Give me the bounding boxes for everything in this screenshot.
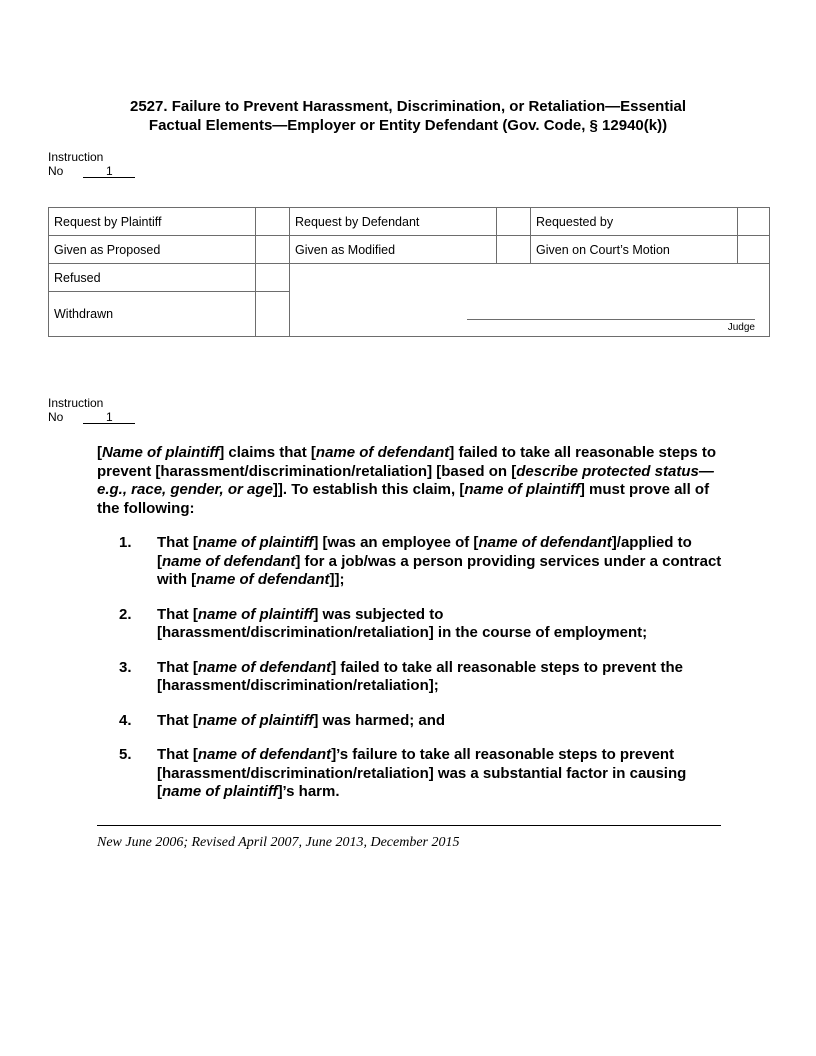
request-by-plaintiff-checkbox[interactable] (256, 208, 290, 236)
refused-label: Refused (49, 264, 256, 292)
element-item (97, 659, 722, 696)
text-run: ] failed to take all reasonable steps to prevent [harassment/discrimination/retaliation] [based on [ (97, 444, 717, 480)
text-run: That [ (157, 746, 198, 763)
withdrawn-checkbox[interactable] (256, 292, 290, 337)
judge-label: Judge (727, 322, 755, 333)
text-run: ] was subjected to [harassment/discrimination/retaliation] in the course of employment; (157, 605, 648, 641)
placeholder-text: name of plaintiff (162, 783, 278, 800)
text-run: ]]. To establish this claim, [ (272, 481, 465, 498)
instruction-label: Instruction (48, 150, 104, 164)
request-by-defendant-label: Request by Defendant (290, 208, 497, 236)
element-number: 2. (119, 605, 132, 623)
refused-checkbox[interactable] (256, 264, 290, 292)
placeholder-text: name of plaintiff (197, 534, 314, 551)
withdrawn-label: Withdrawn (49, 292, 256, 337)
instruction-status-table (48, 207, 770, 337)
text-run: ] must prove all of the following: (97, 481, 710, 517)
text-run: ] was harmed; and (313, 711, 446, 729)
element-item (97, 746, 722, 802)
text-run: That [ (157, 534, 198, 551)
element-item (97, 712, 722, 731)
given-as-proposed-label: Given as Proposed (49, 236, 256, 264)
placeholder-text: name of plaintiff (464, 481, 580, 498)
title-line-2: Factual Elements—Employer or Entity Defendant (Gov. Code, § 12940(k)) (148, 117, 668, 134)
element-number: 4. (119, 711, 132, 729)
element-item (97, 606, 722, 643)
placeholder-text: name of defendant (197, 658, 332, 676)
placeholder-text: describe protected status—e.g., race, gender, or age (97, 462, 714, 498)
placeholder-text: name of plaintiff (197, 605, 314, 623)
given-as-modified-label: Given as Modified (290, 236, 497, 264)
text-run: ]/applied to [ (157, 534, 692, 570)
given-as-proposed-checkbox[interactable] (256, 236, 290, 264)
element-number: 5. (119, 746, 132, 763)
footer-divider (97, 825, 721, 826)
text-run: ]’s harm. (277, 783, 340, 800)
placeholder-text: name of plaintiff (197, 711, 314, 729)
requested-by-label: Requested by (531, 208, 738, 236)
instruction-number-top (48, 150, 135, 178)
instruction-label: Instruction (48, 396, 104, 410)
instruction-body (97, 444, 722, 818)
text-run: ]’s failure to take all reasonable steps to prevent [harassment/discrimination/retaliation] was a substantial factor in causing [ (157, 746, 687, 800)
given-on-courts-motion-label: Given on Court’s Motion (531, 236, 738, 264)
given-as-modified-checkbox[interactable] (497, 236, 531, 264)
text-run: ] failed to take all reasonable steps to prevent the [harassment/discrimination/retaliation]; (157, 658, 683, 694)
placeholder-text: name of defendant (197, 746, 332, 763)
request-by-plaintiff-label: Request by Plaintiff (49, 208, 256, 236)
title-line-1: 2527. Failure to Prevent Harassment, Discrimination, or Retaliation—Essential (129, 98, 687, 115)
revision-history: New June 2006; Revised April 2007, June 2013, December 2015 (97, 835, 460, 850)
instruction-number-bottom (48, 396, 135, 424)
instruction-number-field[interactable]: 1 (83, 411, 135, 424)
instruction-intro-paragraph (97, 444, 722, 518)
element-item (97, 534, 722, 590)
placeholder-text: name of defendant (162, 552, 296, 570)
request-by-defendant-checkbox[interactable] (497, 208, 531, 236)
element-number: 3. (119, 658, 132, 676)
instruction-number-field[interactable]: 1 (83, 165, 135, 178)
text-run: ] for a job/was a person providing services under a contract with [ (157, 552, 722, 588)
judge-signature-area[interactable] (290, 264, 770, 337)
text-run: [ (97, 444, 102, 461)
element-number: 1. (119, 534, 132, 551)
no-label: No (48, 410, 64, 424)
placeholder-text: name of defendant (315, 444, 450, 461)
text-run: That [ (157, 658, 198, 676)
requested-by-checkbox[interactable] (738, 208, 770, 236)
no-label: No (48, 164, 64, 178)
given-on-courts-motion-checkbox[interactable] (738, 236, 770, 264)
instruction-title (60, 97, 756, 135)
elements-list (97, 534, 722, 802)
placeholder-text: name of defendant (478, 534, 612, 551)
text-run: That [ (157, 605, 198, 623)
text-run: That [ (157, 711, 198, 729)
text-run: ] claims that [ (219, 444, 316, 461)
text-run: ]]; (329, 571, 345, 588)
text-run: ] [was an employee of [ (313, 534, 479, 551)
placeholder-text: Name of plaintiff (102, 444, 220, 461)
judge-signature-line (467, 319, 755, 320)
placeholder-text: name of defendant (196, 571, 330, 588)
